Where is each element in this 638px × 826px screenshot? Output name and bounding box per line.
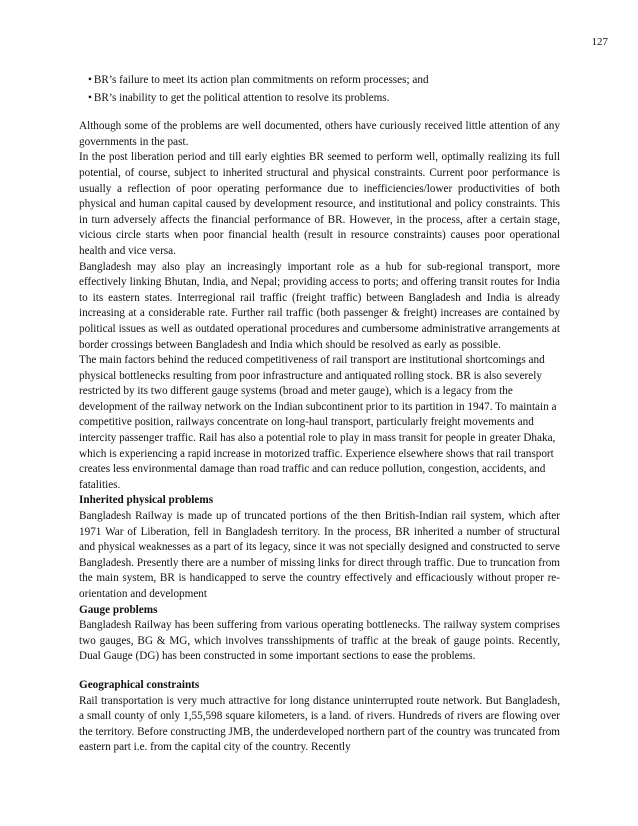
page-content bbox=[79, 73, 560, 756]
spacer bbox=[79, 665, 560, 678]
section-heading-gauge: Gauge problems bbox=[79, 603, 158, 616]
section-body-gauge: Bangladesh Railway has been suffering from various operating bottlenecks. The railway system comprises two gauges, BG & MG, which involves transshipments of traffic at the break of gauge points. Recently, Dual Gauge (DG) has been constructed in some important sections to ease the problems. bbox=[79, 619, 560, 663]
bullet-item: • BR’s failure to meet its action plan commitments on reform processes; and bbox=[88, 73, 560, 89]
paragraph: Bangladesh may also play an increasingly important role as a hub for sub-regional transport, more effectively linking Bhutan, India, and Nepal; providing access to ports; and offering transit routes for India to its eastern states. Interregional rail traffic (freight traffic) between Bangladesh and India is already increasing at a considerable rate. Further rail traffic (both passenger & freight) increases are contained by political issues as well as outdated operational procedures and cumbersome administrative arrangements at border crossings between Bangladesh and India which should be resolved as early as possible. bbox=[79, 260, 560, 351]
section-heading-inherited: Inherited physical problems bbox=[79, 494, 214, 507]
paragraph: The main factors behind the reduced competitiveness of rail transport are institutional shortcomings and physical bottlenecks resulting from poor infrastructure and antiquated rolling stock. BR is also severely restricted by its two different gauge systems (broad and meter gauge), which is a legacy from the development of the railway network on the Indian subcontinent prior to its partition in 1947. To maintain a competitive position, railways concentrate on long-haul transport, particularly freight movements and intercity passenger traffic. Rail has also a potential role to play in mass transit for people in greater Dhaka, which is experiencing a rapid increase in motorized traffic. Experience elsewhere shows that rail transport creates less environmental damage than road traffic and can reduce pollution, congestion, accidents, and fatalities. bbox=[79, 354, 557, 491]
page-number: 127 bbox=[591, 36, 608, 48]
section-body-geo: Rail transportation is very much attractive for long distance uninterrupted route network. But Bangladesh, a small county of only 1,55,598 square kilometers, is a land. of rivers. Hundreds of rivers are flowing over the territory. Before constructing JMB, the underdeveloped northern part of the country was truncated from eastern part i.e. from the capital city of the country. Recently bbox=[79, 694, 560, 754]
section-heading-geo: Geographical constraints bbox=[79, 678, 200, 691]
bullet-list bbox=[79, 73, 560, 106]
section-body-inherited: Bangladesh Railway is made up of truncated portions of the then British-Indian rail system, which after 1971 War of Liberation, fell in Bangladesh territory. In the process, BR inherited a number of structural and physical weaknesses as a part of its legacy, since it was not specially designed and constructed to serve Bangladesh. Presently there are a number of missing links for direct through traffic. Due to truncation from the main system, BR is handicapped to serve the country effectively and efficaciously without proper re-orientation and development bbox=[79, 510, 560, 600]
bullet-item: • BR’s inability to get the political attention to resolve its problems. bbox=[88, 91, 560, 107]
paragraph: Although some of the problems are well documented, others have curiously received little attention of any governments in the past. bbox=[79, 120, 560, 148]
paragraph: In the post liberation period and till early eighties BR seemed to perform well, optimally realizing its full potential, of course, subject to inherited structural and physical constraints. Current poor performance is usually a reflection of poor operating performance due to inefficiencies/lower productivities of both physical and human capital caused by development resource, and institutional and policy constraints. This in turn adversely affects the financial performance of BR. However, in the process, after a certain stage, vicious circle starts when poor financial health (result in resource constraints) causes poor operational health and vice versa. bbox=[79, 151, 560, 257]
